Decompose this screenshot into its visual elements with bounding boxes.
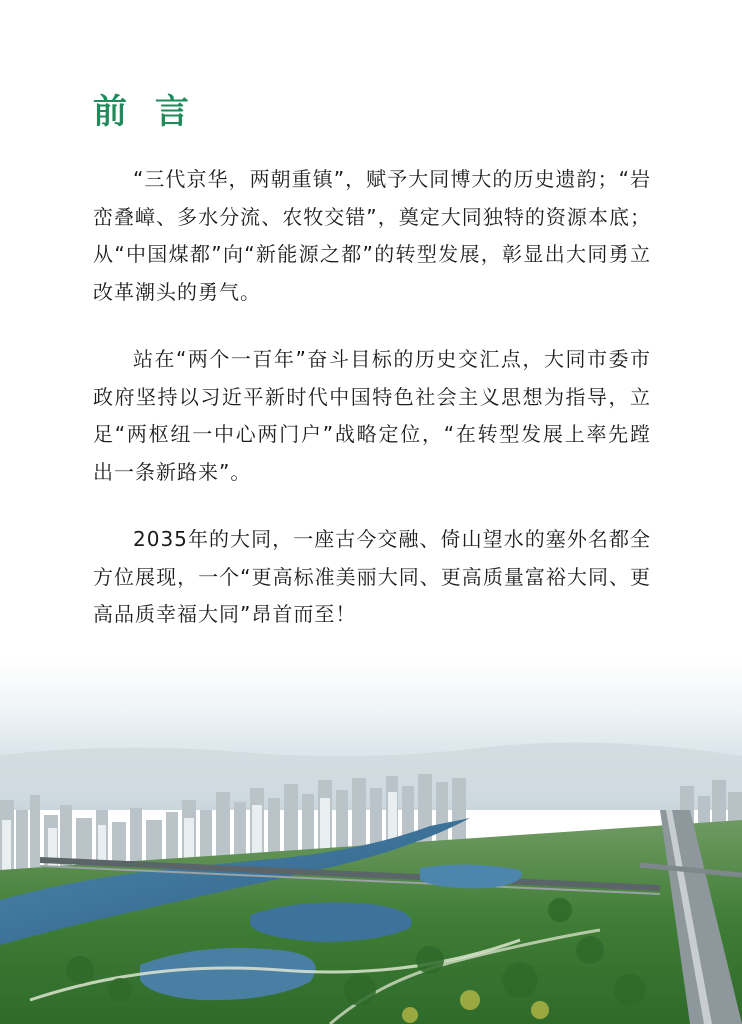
paragraph-3: 2035年的大同，一座古今交融、倚山望水的塞外名都全方位展现，一个“更高标准美丽大同、更高质量富裕大同、更高品质幸福大同”昂首而至！ xyxy=(93,527,651,626)
paragraph-2: 站在“两个一百年”奋斗目标的历史交汇点，大同市委市政府坚持以习近平新时代中国特色社会主义思想为指导，立足“两枢纽一中心两门户”战略定位，“在转型发展上率先蹚出一条新路来”。 xyxy=(93,347,651,484)
page-title: 前 言 xyxy=(93,92,197,132)
preface-body xyxy=(93,161,651,664)
city-aerial-photo xyxy=(0,660,742,1024)
paragraph-1: “三代京华，两朝重镇”，赋予大同博大的历史遗韵；“岩峦叠嶂、多水分流、农牧交错”，奠定大同独特的资源本底；从“中国煤都”向“新能源之都”的转型发展，彰显出大同勇立改革潮头的勇气。 xyxy=(93,167,651,304)
